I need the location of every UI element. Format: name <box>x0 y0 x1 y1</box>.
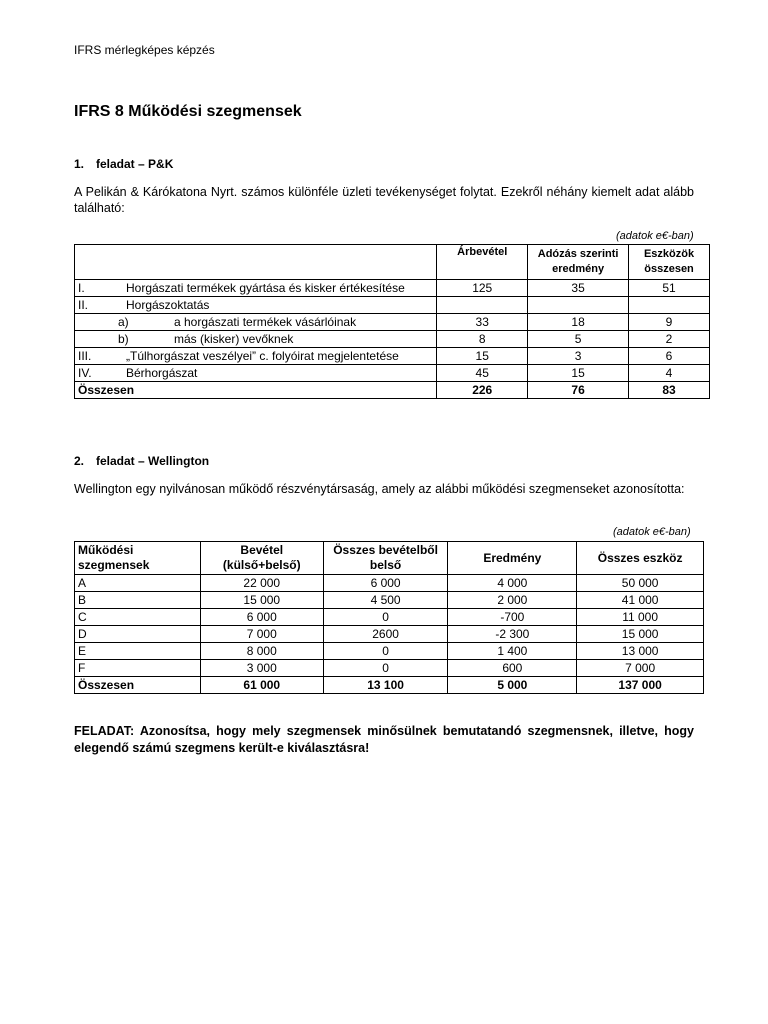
row-code: b) <box>118 331 129 346</box>
page-title: IFRS 8 Működési szegmensek <box>74 103 302 120</box>
cell-revenue: 45 <box>437 365 528 382</box>
row-code: IV. <box>78 365 92 380</box>
task1-heading-text: feladat – P&K <box>96 157 174 171</box>
total-revenue: 226 <box>437 382 528 399</box>
task1-header-blank <box>75 245 437 280</box>
table-row <box>75 331 710 348</box>
cell-result <box>528 297 629 314</box>
task1-number: 1. <box>74 157 85 171</box>
cell-result: 1 400 <box>448 643 577 660</box>
row-label-cell <box>75 297 437 314</box>
task2-col-header: Eredmény <box>448 542 577 575</box>
table-total-row <box>75 677 704 694</box>
cell-result: 18 <box>528 314 629 331</box>
total-revenue: 61 000 <box>200 677 323 694</box>
cell-assets: 2 <box>629 331 710 348</box>
row-code: a) <box>118 314 129 329</box>
cell-segment: B <box>75 592 201 609</box>
table-total-row <box>75 382 710 399</box>
task-instruction: FELADAT: Azonosítsa, hogy mely szegmensek minősülnek bemutatandó szegmensnek, illetve, hogy elegendő számú szegmens került-e kiválasztásra! <box>74 724 694 755</box>
cell-result: 2 000 <box>448 592 577 609</box>
task2-col-header: Működési szegmensek <box>75 542 201 575</box>
cell-revenue: 33 <box>437 314 528 331</box>
cell-revenue: 22 000 <box>200 575 323 592</box>
row-label: Bérhorgászat <box>126 365 198 380</box>
row-code: I. <box>78 280 85 295</box>
row-label-cell <box>75 331 437 348</box>
task1-unit-note: (adatok e€-ban) <box>616 230 694 242</box>
row-label-cell <box>75 314 437 331</box>
cell-internal: 0 <box>323 660 448 677</box>
cell-revenue: 3 000 <box>200 660 323 677</box>
table-row <box>75 660 704 677</box>
task2-unit-note: (adatok e€-ban) <box>613 526 691 538</box>
total-result: 5 000 <box>448 677 577 694</box>
page-header: IFRS mérlegképes képzés <box>74 43 215 57</box>
cell-revenue: 6 000 <box>200 609 323 626</box>
row-label: más (kisker) vevőknek <box>174 331 294 346</box>
table-row <box>75 280 710 297</box>
row-label-cell <box>75 365 437 382</box>
task1-intro: A Pelikán & Kárókatona Nyrt. számos különféle üzleti tevékenységet folytat. Ezekről néhány kiemelt adat alább található: <box>74 185 694 215</box>
cell-revenue: 125 <box>437 280 528 297</box>
cell-assets: 6 <box>629 348 710 365</box>
cell-assets <box>629 297 710 314</box>
table-row <box>75 365 710 382</box>
cell-revenue: 15 000 <box>200 592 323 609</box>
total-label: Összesen <box>75 677 201 694</box>
cell-result: 3 <box>528 348 629 365</box>
row-label: Horgászati termékek gyártása és kisker értékesítése <box>126 280 405 295</box>
total-label: Összesen <box>75 382 437 399</box>
row-code: II. <box>78 297 89 312</box>
cell-result: 35 <box>528 280 629 297</box>
cell-internal: 0 <box>323 643 448 660</box>
table-row <box>75 609 704 626</box>
cell-assets: 41 000 <box>577 592 704 609</box>
task2-heading <box>74 454 209 468</box>
row-label: „Túlhorgászat veszélyei” c. folyóirat megjelentetése <box>126 348 399 363</box>
cell-revenue <box>437 297 528 314</box>
cell-assets: 50 000 <box>577 575 704 592</box>
cell-result: 4 000 <box>448 575 577 592</box>
cell-assets: 51 <box>629 280 710 297</box>
cell-revenue: 8 <box>437 331 528 348</box>
cell-internal: 6 000 <box>323 575 448 592</box>
row-label-cell <box>75 280 437 297</box>
cell-internal: 4 500 <box>323 592 448 609</box>
cell-internal: 2600 <box>323 626 448 643</box>
cell-segment: E <box>75 643 201 660</box>
row-label: Horgászoktatás <box>126 297 210 312</box>
total-internal: 13 100 <box>323 677 448 694</box>
row-code: III. <box>78 348 92 363</box>
cell-assets: 13 000 <box>577 643 704 660</box>
cell-assets: 4 <box>629 365 710 382</box>
task1-table <box>74 244 710 399</box>
task2-table <box>74 541 704 694</box>
task2-col-header: Összes bevételből belső <box>323 542 448 575</box>
task1-heading <box>74 157 173 171</box>
cell-revenue: 15 <box>437 348 528 365</box>
table-row <box>75 592 704 609</box>
table-row <box>75 626 704 643</box>
cell-segment: A <box>75 575 201 592</box>
cell-result: 15 <box>528 365 629 382</box>
task2-header-row <box>75 542 704 575</box>
cell-assets: 9 <box>629 314 710 331</box>
cell-result: -2 300 <box>448 626 577 643</box>
row-label: a horgászati termékek vásárlóinak <box>174 314 357 329</box>
table-row <box>75 297 710 314</box>
cell-assets: 15 000 <box>577 626 704 643</box>
cell-segment: F <box>75 660 201 677</box>
cell-result: -700 <box>448 609 577 626</box>
cell-revenue: 7 000 <box>200 626 323 643</box>
cell-internal: 0 <box>323 609 448 626</box>
cell-result: 600 <box>448 660 577 677</box>
table-row <box>75 348 710 365</box>
task1-col-header: Adózás szerinti eredmény <box>528 245 629 280</box>
cell-segment: D <box>75 626 201 643</box>
cell-assets: 11 000 <box>577 609 704 626</box>
task2-intro: Wellington egy nyilvánosan működő részvénytársaság, amely az alábbi működési szegmenseket azonosította: <box>74 482 685 496</box>
total-assets: 137 000 <box>577 677 704 694</box>
task2-col-header: Bevétel (külső+belső) <box>200 542 323 575</box>
table-row <box>75 643 704 660</box>
row-label-cell <box>75 348 437 365</box>
total-assets: 83 <box>629 382 710 399</box>
task2-col-header: Összes eszköz <box>577 542 704 575</box>
task1-header-row <box>75 245 710 280</box>
cell-segment: C <box>75 609 201 626</box>
task2-heading-text: feladat – Wellington <box>96 454 210 468</box>
table-row <box>75 575 704 592</box>
cell-assets: 7 000 <box>577 660 704 677</box>
task2-number: 2. <box>74 454 85 468</box>
cell-revenue: 8 000 <box>200 643 323 660</box>
table-row <box>75 314 710 331</box>
cell-result: 5 <box>528 331 629 348</box>
task1-col-header: Árbevétel <box>437 245 528 280</box>
task1-col-header: Eszközök összesen <box>629 245 710 280</box>
total-result: 76 <box>528 382 629 399</box>
